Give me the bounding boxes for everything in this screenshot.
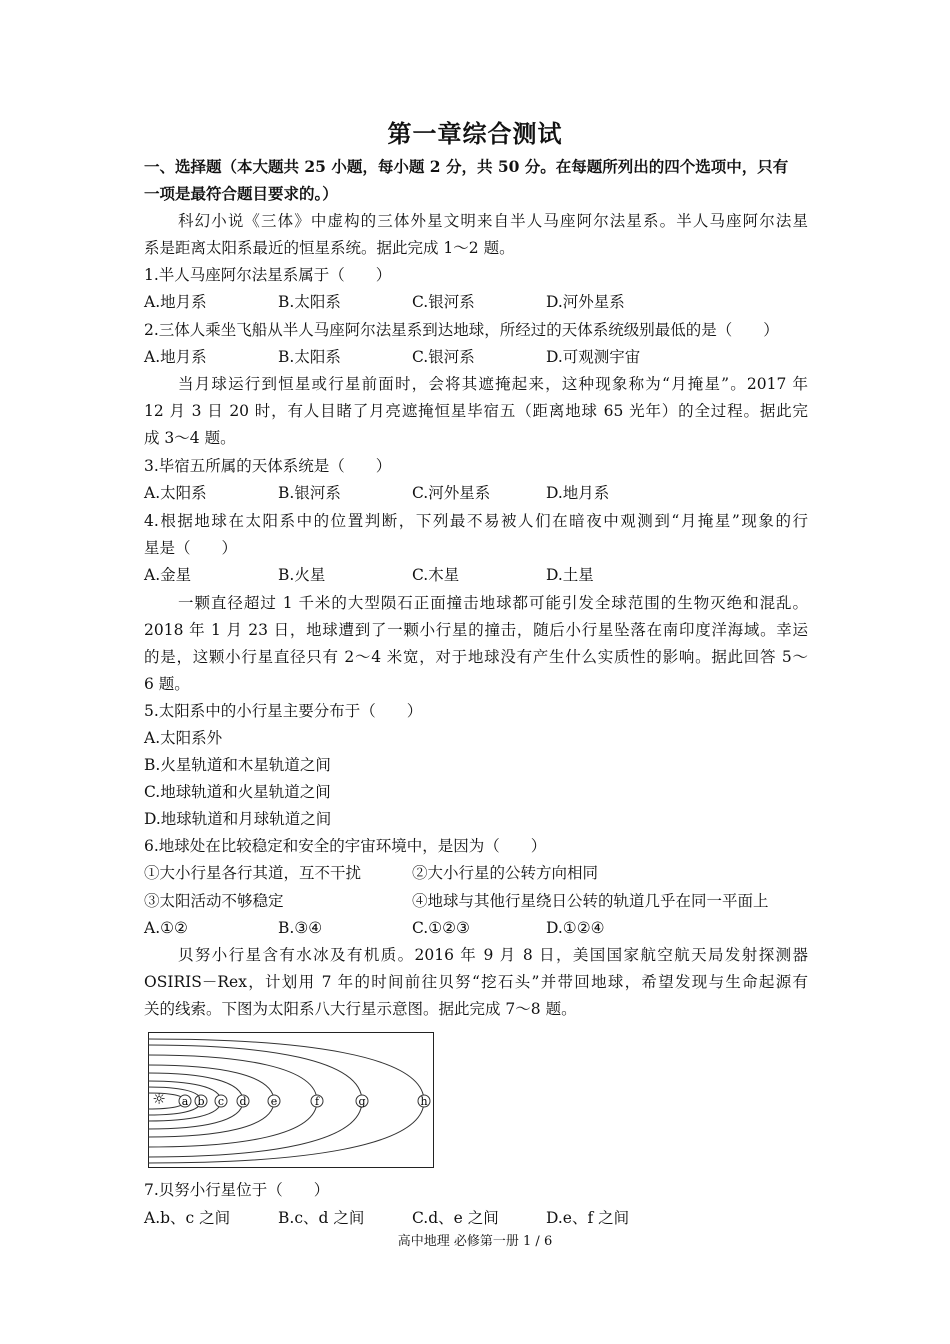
q7-option-c: C.d、e 之间 (412, 1209, 499, 1227)
q2-option-a: A.地月系 (144, 348, 207, 366)
passage4-line2: OSIRIS－Rex，计划用 7 年的时间前往贝努“挖石头”并带回地球，希望发现与生命起源有 (144, 973, 808, 991)
passage3-line3: 的是，这颗小行星直径只有 2～4 米宽，对于地球没有产生什么实质性的影响。据此回答 5～ (144, 648, 808, 666)
q6-statement-1: ①大小行星各行其道，互不干扰 (144, 864, 362, 882)
orbit-e (148, 1065, 274, 1137)
question-7-stem: 7.贝努小行星位于（ ） (144, 1181, 330, 1199)
q3-option-b: B.银河系 (278, 484, 341, 502)
q1-option-a: A.地月系 (144, 293, 207, 311)
q6-statement-2: ②大小行星的公转方向相同 (412, 864, 599, 882)
section-heading-line1: 一、选择题（本大题共 25 小题，每小题 2 分，共 50 分。在每题所列出的四个选项中，只有 (144, 157, 789, 176)
passage1-line2: 系是距离太阳系最近的恒星系统。据此完成 1～2 题。 (144, 239, 515, 257)
sun-icon: ☼ (152, 1090, 166, 1108)
planet-c-label: c (217, 1095, 225, 1108)
planet-e-label: e (270, 1095, 278, 1108)
q6-option-a: A.①② (144, 919, 188, 937)
question-4-stem-line1: 4.根据地球在太阳系中的位置判断，下列最不易被人们在暗夜中观测到“月掩星”现象的行 (144, 512, 808, 530)
question-2-stem: 2.三体人乘坐飞船从半人马座阿尔法星系到达地球，所经过的天体系统级别最低的是（ ） (144, 321, 779, 339)
q5-option-b: B.火星轨道和木星轨道之间 (144, 756, 331, 774)
q4-option-c: C.木星 (412, 566, 460, 584)
question-3-stem: 3.毕宿五所属的天体系统是（ ） (144, 457, 392, 475)
planet-b-label: b (197, 1095, 205, 1108)
q4-option-a: A.金星 (144, 566, 192, 584)
q6-option-d: D.①②④ (546, 919, 605, 937)
solar-system-diagram (148, 1032, 434, 1168)
planet-g-label: g (358, 1095, 366, 1108)
q6-option-b: B.③④ (278, 919, 323, 937)
q3-option-d: D.地月系 (546, 484, 610, 502)
q2-option-c: C.银河系 (412, 348, 475, 366)
q7-option-d: D.e、f 之间 (546, 1209, 630, 1227)
q1-option-b: B.太阳系 (278, 293, 341, 311)
question-1-stem: 1.半人马座阿尔法星系属于（ ） (144, 266, 392, 284)
q7-option-a: A.b、c 之间 (144, 1209, 231, 1227)
question-4-stem-line2: 星是（ ） (144, 539, 238, 557)
page-title: 第一章综合测试 (387, 119, 563, 148)
q3-option-c: C.河外星系 (412, 484, 491, 502)
q3-option-a: A.太阳系 (144, 484, 207, 502)
q6-statement-4: ④地球与其他行星绕日公转的轨道几乎在同一平面上 (412, 892, 769, 910)
q2-option-b: B.太阳系 (278, 348, 341, 366)
q5-option-a: A.太阳系外 (144, 729, 223, 747)
q7-option-b: B.c、d 之间 (278, 1209, 365, 1227)
orbit-f (148, 1055, 317, 1147)
passage1-line1: 科幻小说《三体》中虚构的三体外星文明来自半人马座阿尔法星系。半人马座阿尔法星 (178, 212, 808, 230)
q2-option-d: D.可观测宇宙 (546, 348, 641, 366)
passage2-line3: 成 3～4 题。 (144, 429, 236, 447)
q5-option-d: D.地球轨道和月球轨道之间 (144, 810, 332, 828)
planet-f-label: f (314, 1095, 320, 1108)
q4-option-d: D.土星 (546, 566, 594, 584)
passage3-line1: 一颗直径超过 1 千米的大型陨石正面撞击地球都可能引发全球范围的生物灭绝和混乱。 (178, 594, 808, 612)
planet-h-label: h (420, 1095, 428, 1108)
page-footer: 高中地理 必修第一册 1 / 6 (397, 1234, 553, 1249)
q1-option-d: D.河外星系 (546, 293, 625, 311)
q6-option-c: C.①②③ (412, 919, 470, 937)
question-5-stem: 5.太阳系中的小行星主要分布于（ ） (144, 702, 423, 720)
passage2-line2: 12 月 3 日 20 时，有人目睹了月亮遮掩恒星毕宿五（距离地球 65 光年）的全过程。据此完 (144, 402, 808, 420)
q6-statement-3: ③太阳活动不够稳定 (144, 892, 284, 910)
section-heading-line2: 一项是最符合题目要求的。） (144, 184, 338, 203)
q1-option-c: C.银河系 (412, 293, 475, 311)
passage3-line2: 2018 年 1 月 23 日，地球遭到了一颗小行星的撞击，随后小行星坠落在南印度洋海域。幸运 (144, 621, 808, 639)
question-6-stem: 6.地球处在比较稳定和安全的宇宙环境中，是因为（ ） (144, 837, 547, 855)
passage2-line1: 当月球运行到恒星或行星前面时，会将其遮掩起来，这种现象称为“月掩星”。2017 年 (178, 375, 808, 393)
q4-option-b: B.火星 (278, 566, 326, 584)
q5-option-c: C.地球轨道和火星轨道之间 (144, 783, 331, 801)
planet-d-label: d (239, 1095, 247, 1108)
passage4-line1: 贝努小行星含有水冰及有机质。2016 年 9 月 8 日，美国国家航空航天局发射探测器 (178, 946, 808, 964)
passage3-line4: 6 题。 (144, 675, 190, 693)
planet-a-label: a (181, 1095, 189, 1108)
passage4-line3: 关的线索。下图为太阳系八大行星示意图。据此完成 7～8 题。 (144, 1000, 577, 1018)
